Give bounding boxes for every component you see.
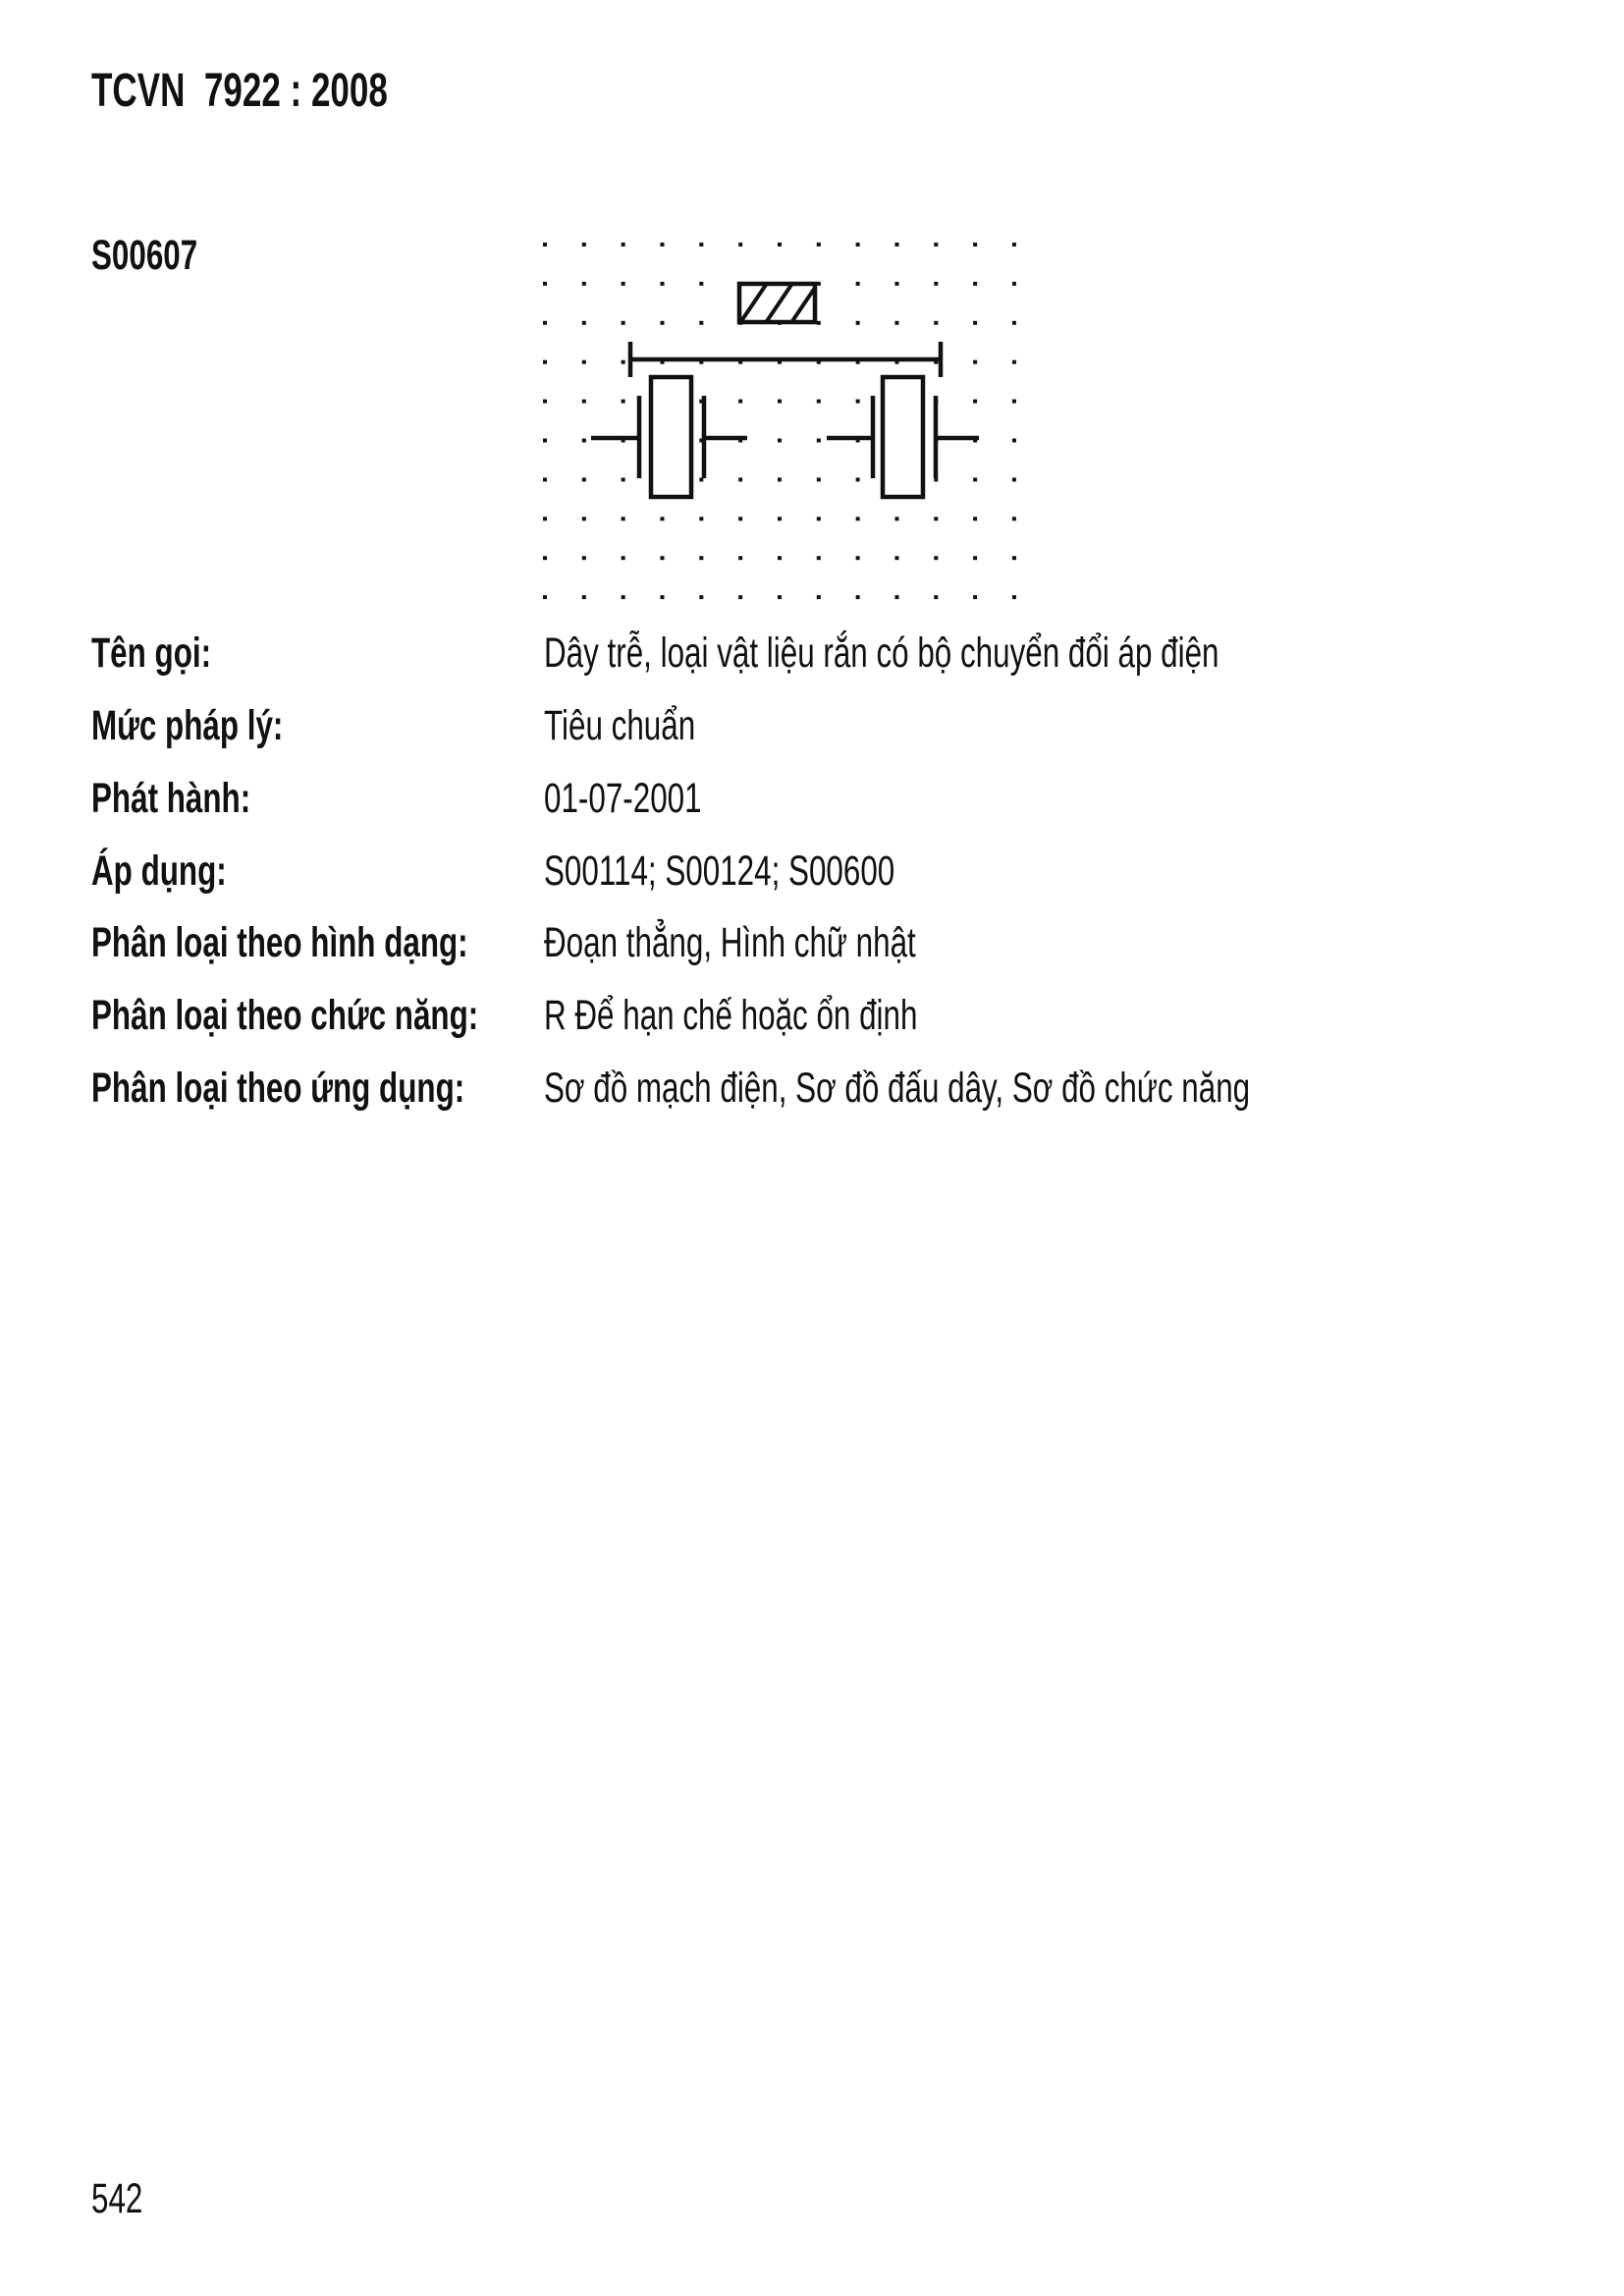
symbol-diagram [525, 226, 1046, 619]
field-value: Dây trễ, loại vật liệu rắn có bộ chuyển đổi áp điện [544, 629, 1219, 677]
field-value: 01-07-2001 [544, 775, 702, 822]
field-label: Phân loại theo chức năng: [91, 992, 479, 1039]
field-row-ten-goi [0, 629, 1624, 682]
delay-line-piezoelectric-symbol-icon [525, 226, 1046, 619]
standard-header [91, 65, 498, 117]
field-label: Phát hành: [91, 775, 251, 822]
field-row-muc-phap-ly [0, 702, 1624, 754]
symbol-id [91, 232, 237, 279]
field-row-phat-hanh [0, 775, 1624, 827]
page-number [91, 2175, 162, 2222]
field-value: Đoạn thẳng, Hình chữ nhật [544, 919, 916, 966]
standard-header-text: TCVN 7922 : 2008 [91, 65, 388, 117]
field-value: Tiêu chuẩn [544, 702, 696, 749]
field-value: R Để hạn chế hoặc ổn định [544, 992, 918, 1039]
field-label: Tên gọi: [91, 629, 212, 677]
field-label: Phân loại theo ứng dụng: [91, 1065, 465, 1112]
page-number-text: 542 [91, 2175, 143, 2222]
field-row-phan-loai-chuc-nang [0, 992, 1624, 1044]
field-label: Phân loại theo hình dạng: [91, 919, 468, 966]
symbol-id-text: S00607 [91, 232, 198, 279]
field-label: Mức pháp lý: [91, 702, 284, 749]
field-value: S00114; S00124; S00600 [544, 847, 895, 895]
field-row-ap-dung [0, 847, 1624, 900]
hatched-rectangle [739, 284, 817, 322]
field-row-phan-loai-ung-dung [0, 1067, 1624, 1117]
field-row-phan-loai-hinh-dang [0, 919, 1624, 971]
field-label: Áp dụng: [91, 847, 227, 895]
field-value: Sơ đồ mạch điện, Sơ đồ đấu dây, Sơ đồ chức năng [544, 1065, 1251, 1112]
